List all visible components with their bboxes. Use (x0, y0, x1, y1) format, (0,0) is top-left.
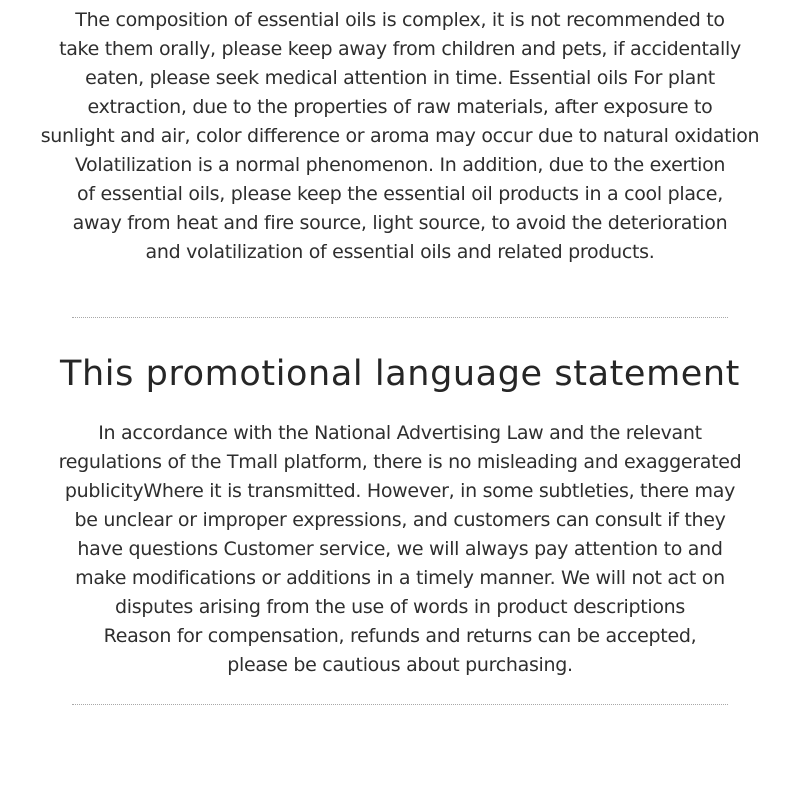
dotted-divider (72, 317, 728, 318)
statement-line: In accordance with the National Advertising Law and the relevant (98, 422, 702, 444)
dotted-divider (72, 704, 728, 705)
notice-line: extraction, due to the properties of raw materials, after exposure to (87, 96, 713, 118)
notice-line: of essential oils, please keep the essential oil products in a cool place, (77, 183, 723, 205)
statement-line: make modifications or additions in a timely manner. We will not act on (75, 567, 725, 589)
section-heading: This promotional language statement (59, 354, 741, 394)
notice-line: The composition of essential oils is complex, it is not recommended to (75, 9, 725, 31)
statement-line: regulations of the Tmall platform, there is no misleading and exaggerated (58, 451, 742, 473)
statement-line: have questions Customer service, we will always pay attention to and (77, 538, 723, 560)
notice-line: away from heat and fire source, light source, to avoid the deterioration (72, 212, 728, 234)
statement-line: disputes arising from the use of words in product descriptions (114, 596, 686, 618)
notice-line: Volatilization is a normal phenomenon. In addition, due to the exertion (74, 154, 726, 176)
essential-oil-safety-notice (10, 6, 790, 267)
notice-line: eaten, please seek medical attention in time. Essential oils For plant (85, 67, 715, 89)
statement-line: please be cautious about purchasing. (227, 654, 573, 676)
statement-line: Reason for compensation, refunds and returns can be accepted, (103, 625, 697, 647)
statement-line: be unclear or improper expressions, and customers can consult if they (74, 509, 726, 531)
notice-line: take them orally, please keep away from children and pets, if accidentally (59, 38, 741, 60)
promotional-language-statement (10, 419, 790, 680)
statement-line: publicityWhere it is transmitted. However, in some subtleties, there may (64, 480, 736, 502)
notice-line: sunlight and air, color difference or aroma may occur due to natural oxidation (40, 125, 760, 147)
notice-line: and volatilization of essential oils and related products. (145, 241, 655, 263)
